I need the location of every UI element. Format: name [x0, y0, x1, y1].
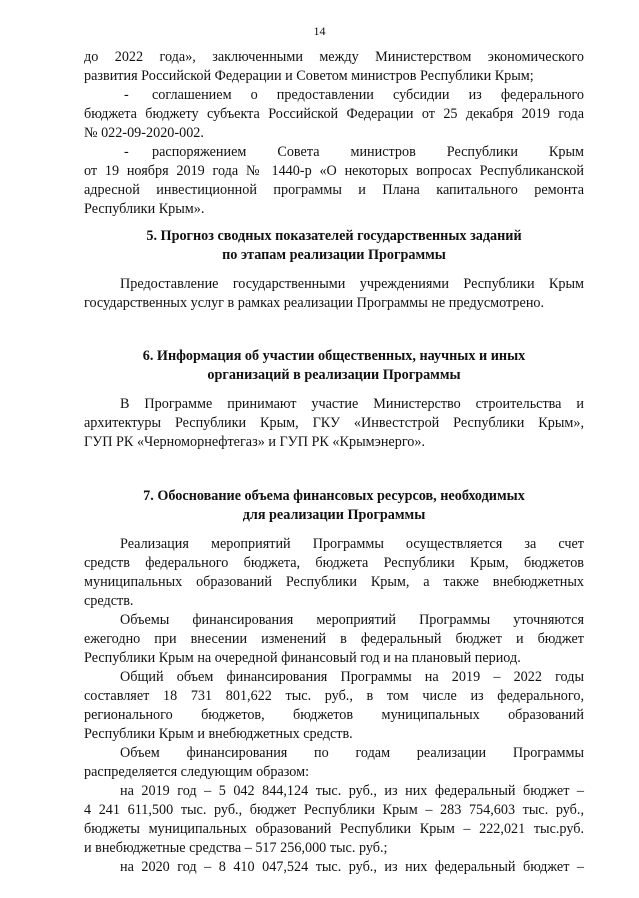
text-line: регионального бюджетов, бюджетов муниципальных образований: [84, 707, 584, 723]
section-7-paragraph-3: [84, 668, 584, 744]
section-7-paragraph-4: [84, 744, 584, 782]
text-line: муниципальных образований Республики Крым, а также внебюджетных: [84, 574, 584, 590]
text-line: Республики Крым и внебюджетных средств.: [84, 726, 353, 742]
text-line: и внебюджетные средства – 517 256,000 тыс. руб.;: [84, 840, 388, 856]
section-7-paragraph-1: [84, 535, 584, 611]
section-5-heading: [84, 227, 584, 265]
list-item-agreement: [84, 86, 584, 143]
text-line: 4 241 611,500 тыс. руб., бюджет Республики Крым – 283 754,603 тыс. руб.,: [84, 802, 584, 818]
text-line: развития Российской Федерации и Советом министров Республики Крым;: [84, 68, 534, 84]
heading-line: 7. Обоснование объема финансовых ресурсов, необходимых: [143, 488, 525, 504]
section-5-paragraph: [84, 275, 584, 313]
section-7-paragraph-2: [84, 611, 584, 668]
text-line: от 19 ноября 2019 года № 1440-р «О некоторых вопросах Республиканской: [84, 163, 584, 179]
list-dash: -: [124, 87, 129, 103]
text-line: Общий объем финансирования Программы на 2019 – 2022 годы: [120, 669, 584, 685]
text-line: бюджета бюджету субъекта Российской Федерации от 25 декабря 2019 года: [84, 106, 584, 122]
text-line: Реализация мероприятий Программы осуществляется за счет: [120, 536, 584, 552]
heading-line: для реализации Программы: [242, 507, 426, 523]
text-line: ГУП РК «Черноморнефтегаз» и ГУП РК «Крымэнерго».: [84, 434, 426, 450]
text-line: на 2020 год – 8 410 047,524 тыс. руб., из них федеральный бюджет –: [120, 859, 584, 875]
heading-line: организаций в реализации Программы: [207, 367, 461, 383]
text-line: Объем финансирования по годам реализации Программы: [120, 745, 584, 761]
text-line: [84, 86, 584, 105]
list-dash: -: [124, 144, 129, 160]
heading-line: 5. Прогноз сводных показателей государственных заданий: [146, 228, 522, 244]
text-line: ежегодно при внесении изменений в федеральный бюджет и бюджет: [84, 631, 584, 647]
text-line: № 022-09-2020-002.: [84, 125, 204, 141]
text-line: средств.: [84, 593, 134, 609]
text-line: [84, 143, 584, 162]
section-7-paragraph-5: [84, 782, 584, 858]
text-line: В Программе принимают участие Министерство строительства и: [120, 396, 584, 412]
text-line: Предоставление государственными учреждениями Республики Крым: [120, 276, 584, 292]
text-line: составляет 18 731 801,622 тыс. руб., в том числе из федерального,: [84, 688, 584, 704]
text-span: распоряжением Совета министров Республики Крым: [152, 144, 584, 160]
text-line: Республики Крым на очередной финансовый год и на плановый период.: [84, 650, 521, 666]
text-span: соглашением о предоставлении субсидии из федерального: [152, 87, 584, 103]
text-line: Объемы финансирования мероприятий Программы уточняются: [120, 612, 584, 628]
text-line: архитектуры Республики Крым, ГКУ «Инвестстрой Республики Крым»,: [84, 415, 584, 431]
text-line: средств федерального бюджета, бюджета Республики Крым, бюджетов: [84, 555, 584, 571]
list-item-decree: [84, 143, 584, 219]
section-6-paragraph: [84, 395, 584, 452]
text-line: Республики Крым».: [84, 201, 205, 217]
intro-paragraph: [84, 48, 584, 86]
section-7-heading: [84, 487, 584, 525]
section-7-paragraph-6: [84, 858, 584, 877]
page-number: 14: [313, 24, 326, 38]
heading-line: по этапам реализации Программы: [222, 247, 446, 263]
section-6-heading: [84, 347, 584, 385]
text-line: до 2022 года», заключенными между Министерством экономического: [84, 49, 584, 65]
text-line: на 2019 год – 5 042 844,124 тыс. руб., из них федеральный бюджет –: [120, 783, 584, 799]
text-line: адресной инвестиционной программы и Плана капитального ремонта: [84, 182, 584, 198]
text-line: бюджеты муниципальных образований Республики Крым – 222,021 тыс.руб.: [84, 821, 584, 837]
heading-line: 6. Информация об участии общественных, научных и иных: [142, 348, 526, 364]
text-line: распределяется следующим образом:: [84, 764, 310, 780]
text-line: государственных услуг в рамках реализации Программы не предусмотрено.: [84, 295, 545, 311]
